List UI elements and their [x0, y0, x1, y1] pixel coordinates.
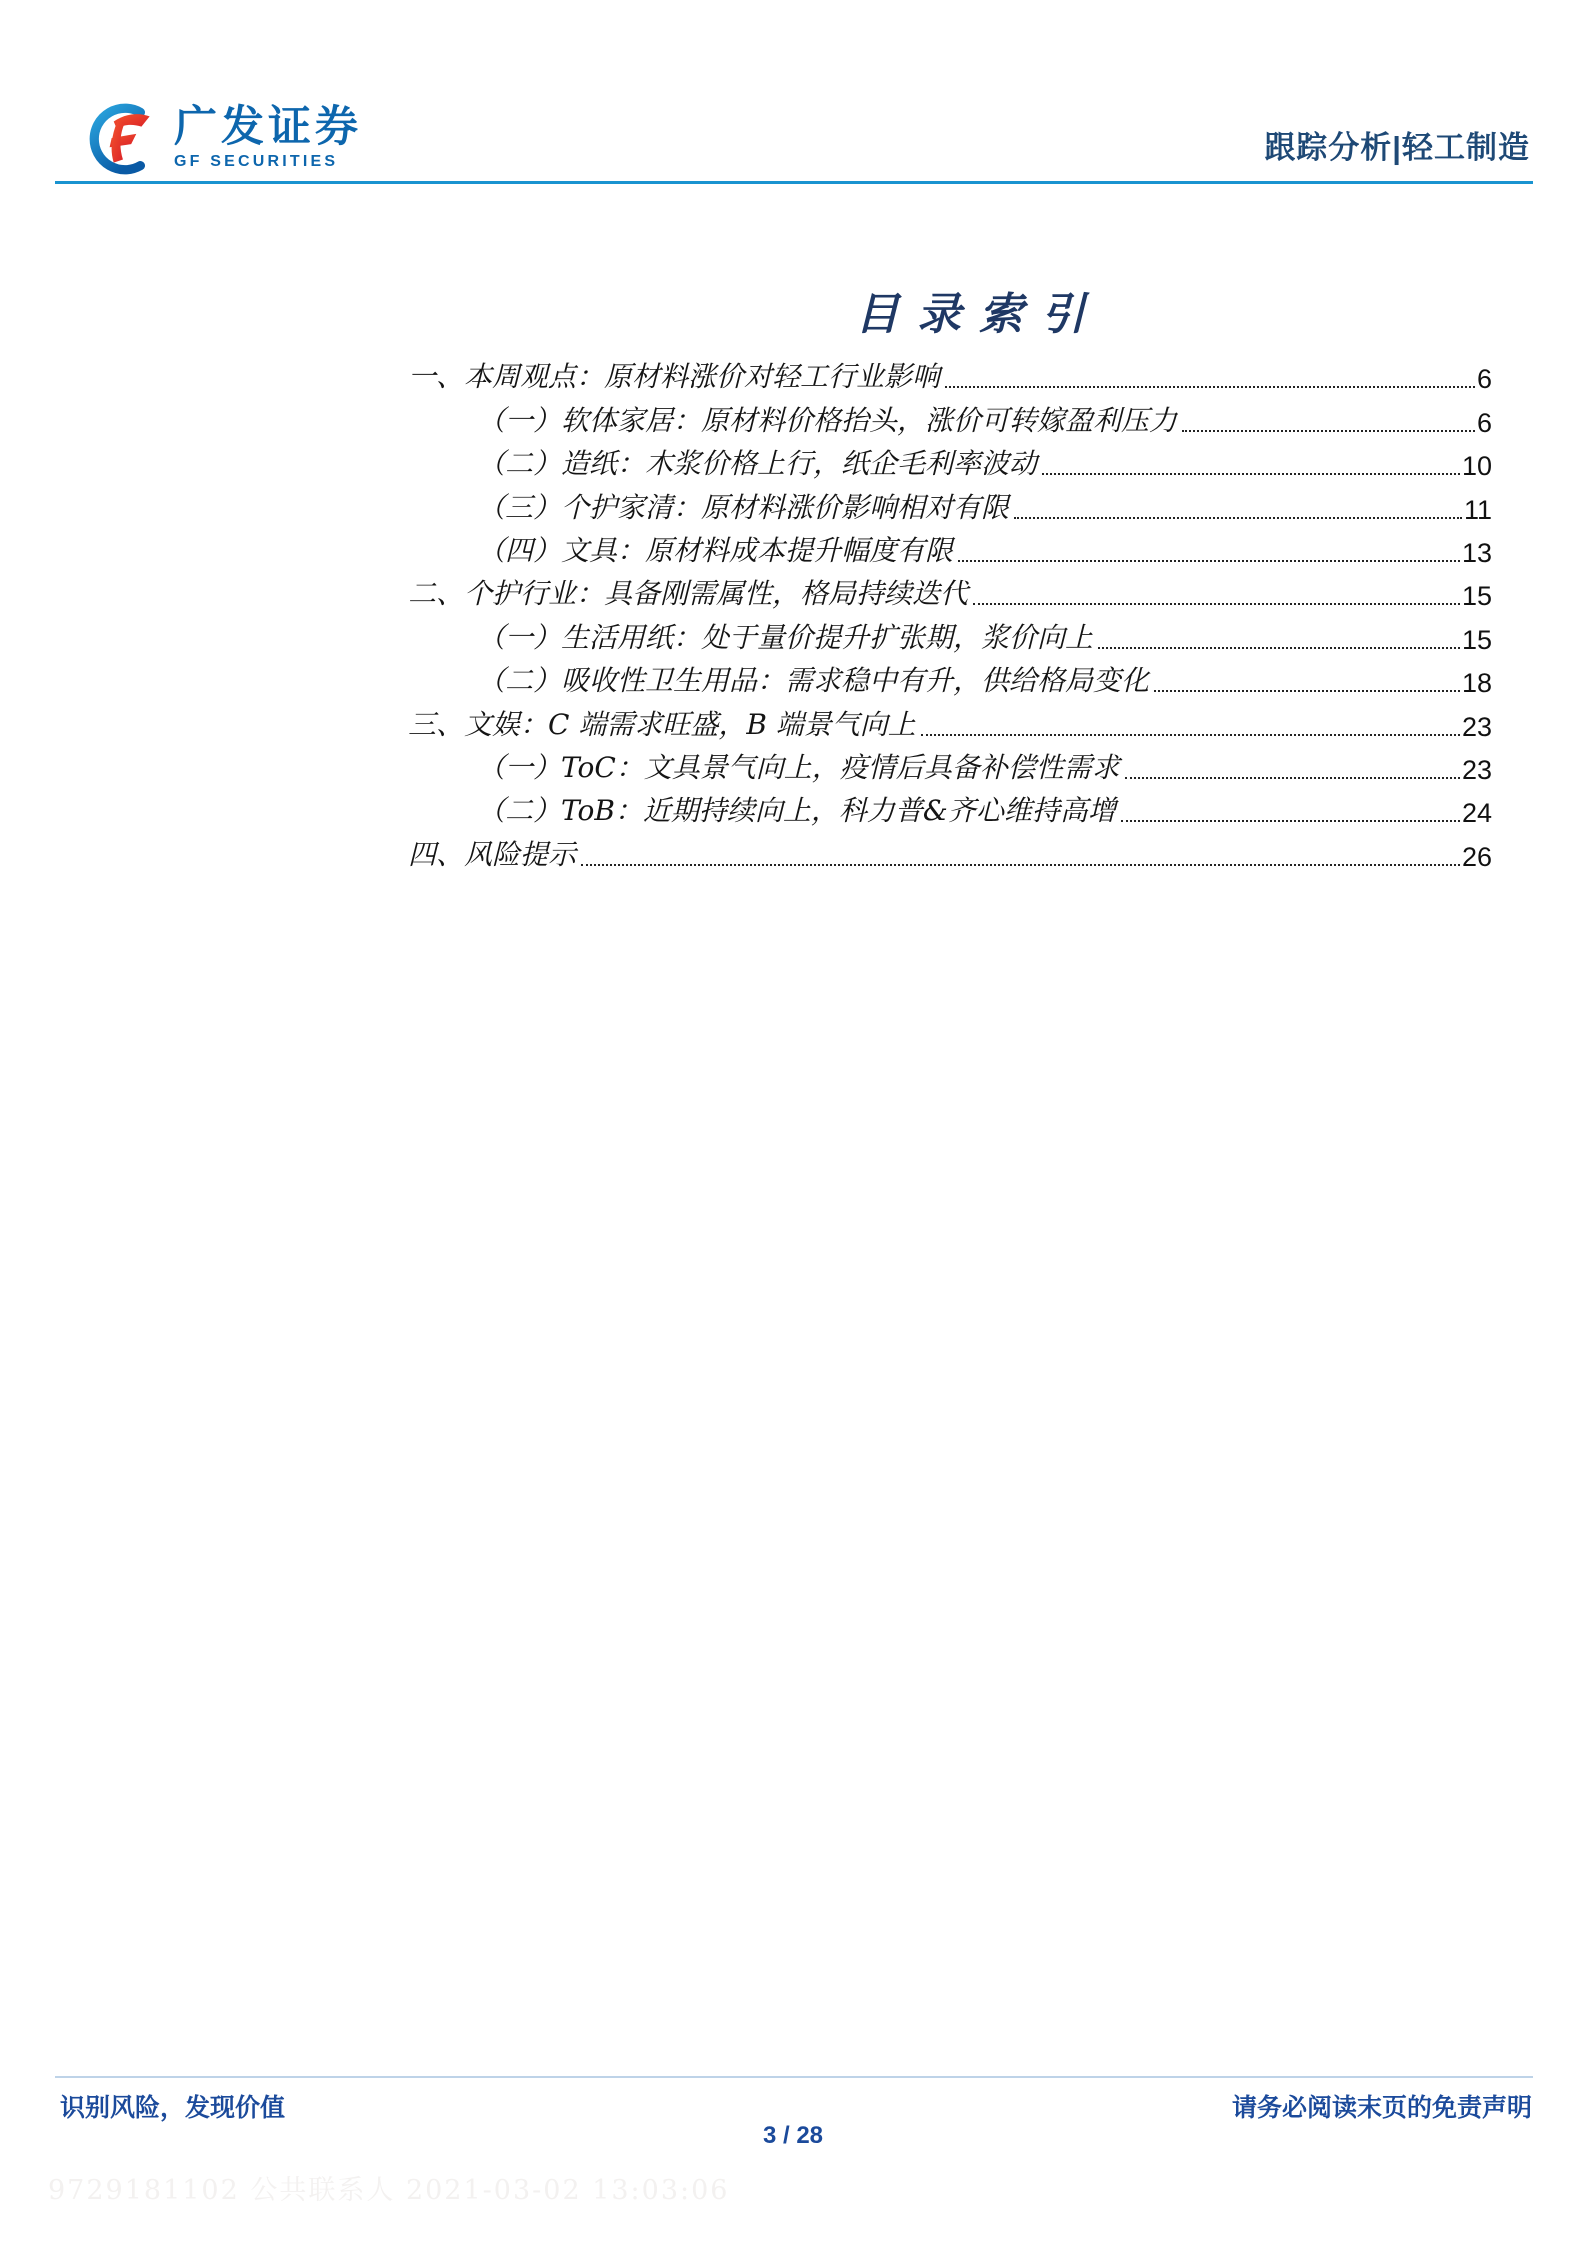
page-title: 目录索引: [855, 289, 1103, 340]
toc-entry-label: （二）造纸：木浆价格上行，纸企毛利率波动: [477, 447, 1038, 481]
toc-leader-dots: [1125, 777, 1460, 779]
toc-leader-dots: [1014, 517, 1462, 519]
toc-entry[interactable]: [408, 569, 1492, 612]
toc-page-number: 24: [1461, 798, 1492, 829]
toc-leader-dots: [958, 560, 1460, 562]
toc-page-number: 6: [1476, 364, 1492, 395]
page-indicator: 3 / 28: [762, 2122, 824, 2149]
toc-entry-label: （一）生活用纸：处于量价提升扩张期，浆价向上: [477, 620, 1094, 654]
brand-logo: [86, 100, 362, 178]
toc-entry-label: （三）个护家清：原材料涨价影响相对有限: [477, 490, 1010, 524]
toc-entry[interactable]: [408, 612, 1492, 655]
toc-leader-dots: [1098, 647, 1460, 649]
toc-page-number: 23: [1461, 754, 1492, 785]
toc-entry-label: （一）软体家居：原材料价格抬头，涨价可转嫁盈利压力: [477, 403, 1178, 437]
toc-entry[interactable]: [408, 395, 1492, 438]
toc-entry[interactable]: [408, 829, 1492, 872]
toc-page-number: 13: [1461, 537, 1492, 568]
footer-disclaimer-note: 请务必阅读末页的免责声明: [1231, 2094, 1532, 2122]
table-of-contents: [408, 352, 1492, 873]
gf-securities-logo-icon: [86, 100, 164, 178]
toc-leader-dots: [1182, 430, 1475, 432]
toc-entry[interactable]: [408, 352, 1492, 395]
toc-page-number: 11: [1463, 494, 1492, 525]
header-divider-rule: [55, 181, 1533, 184]
footer-divider-rule: [55, 2076, 1533, 2078]
toc-page-number: 23: [1461, 711, 1492, 742]
toc-page-number: 26: [1461, 841, 1492, 872]
toc-page-number: 15: [1461, 581, 1492, 612]
toc-page-number: 15: [1461, 624, 1492, 655]
toc-leader-dots: [1154, 690, 1460, 692]
toc-leader-dots: [581, 864, 1460, 866]
report-category-label: 跟踪分析|轻工制造: [1264, 130, 1530, 165]
toc-entry[interactable]: [408, 743, 1492, 786]
toc-page-number: 18: [1461, 668, 1492, 699]
toc-entry-label: （二）ToB：近期持续向上，科力普&齐心维持高增: [477, 794, 1116, 828]
toc-entry-label: 三、文娱：C 端需求旺盛，B 端景气向上: [408, 707, 916, 741]
toc-entry-label: 四、风险提示: [408, 837, 577, 871]
brand-name-en: GF SECURITIES: [174, 153, 339, 171]
toc-entry[interactable]: [408, 786, 1492, 829]
toc-leader-dots: [921, 734, 1460, 736]
toc-page-number: 6: [1476, 407, 1492, 438]
toc-leader-dots: [1121, 820, 1460, 822]
toc-leader-dots: [1042, 473, 1460, 475]
toc-entry[interactable]: [408, 482, 1492, 525]
toc-entry-label: （四）文具：原材料成本提升幅度有限: [477, 533, 954, 567]
toc-entry-label: （二）吸收性卫生用品：需求稳中有升，供给格局变化: [477, 664, 1150, 698]
toc-leader-dots: [973, 603, 1460, 605]
toc-entry[interactable]: [408, 656, 1492, 699]
watermark-text: 9729181102 公共联系人 2021-03-02 13:03:06: [48, 2175, 730, 2206]
toc-entry-label: 二、个护行业：具备刚需属性，格局持续迭代: [408, 577, 969, 611]
footer-slogan: 识别风险，发现价值: [60, 2094, 286, 2122]
toc-leader-dots: [945, 386, 1475, 388]
brand-name-cn: 广发证券: [174, 103, 362, 151]
toc-entry[interactable]: [408, 699, 1492, 742]
toc-entry-label: 一、本周观点：原材料涨价对轻工行业影响: [408, 360, 941, 394]
toc-entry-label: （一）ToC：文具景气向上，疫情后具备补偿性需求: [477, 750, 1120, 784]
toc-entry[interactable]: [408, 439, 1492, 482]
toc-entry[interactable]: [408, 526, 1492, 569]
toc-page-number: 10: [1461, 451, 1492, 482]
